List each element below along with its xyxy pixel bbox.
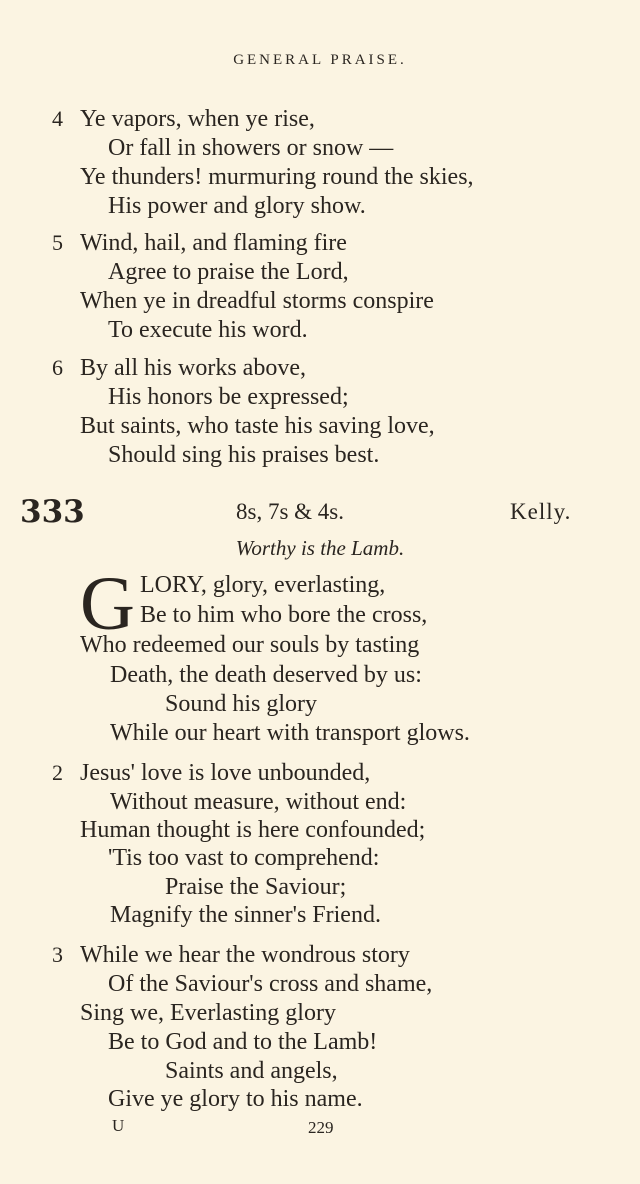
verse-line: Ye vapors, when ye rise, — [80, 106, 315, 132]
verse-number: 2 — [52, 760, 63, 785]
verse-line: Be to God and to the Lamb! — [108, 1029, 378, 1055]
verse-line: Without measure, without end: — [110, 789, 407, 815]
tune-name: Kelly. — [510, 499, 572, 524]
verse-line: Sing we, Everlasting glory — [80, 1000, 336, 1026]
verse-line: To execute his word. — [108, 317, 308, 343]
verse-line: His power and glory show. — [108, 193, 366, 219]
verse-number: 4 — [52, 106, 63, 131]
verse-line: By all his works above, — [80, 355, 306, 381]
verse-line: Praise the Saviour; — [165, 874, 347, 900]
verse-line: While our heart with transport glows. — [110, 720, 470, 746]
running-header: GENERAL PRAISE. — [233, 52, 407, 68]
verse-number: 5 — [52, 230, 63, 255]
drop-cap: G — [80, 562, 135, 646]
verse-line: Should sing his praises best. — [108, 442, 380, 468]
verse-line: When ye in dreadful storms conspire — [80, 288, 434, 314]
verse-line: Death, the death deserved by us: — [110, 662, 422, 688]
verse-line: Of the Saviour's cross and shame, — [108, 971, 433, 997]
verse-line: His honors be expressed; — [108, 384, 349, 410]
verse-number: 6 — [52, 355, 63, 380]
verse-line: Magnify the sinner's Friend. — [110, 902, 381, 928]
verse-line: Sound his glory — [165, 691, 318, 717]
verse-line: Jesus' love is love unbounded, — [80, 760, 371, 786]
hymn-subtitle: Worthy is the Lamb. — [235, 536, 405, 560]
verse-number: 3 — [52, 942, 63, 967]
verse-line: Wind, hail, and flaming fire — [80, 230, 347, 256]
verse-line: Who redeemed our souls by tasting — [80, 632, 420, 658]
hymn-number: 333 — [20, 494, 85, 530]
verse-line: Agree to praise the Lord, — [108, 259, 349, 285]
verse-line: Ye thunders! murmuring round the skies, — [80, 164, 474, 190]
page-number: 229 — [308, 1118, 334, 1137]
verse-line: LORY, glory, everlasting, — [140, 572, 386, 598]
verse-line: Be to him who bore the cross, — [140, 602, 428, 628]
verse-line: But saints, who taste his saving love, — [80, 413, 435, 439]
verse-line: Human thought is here confounded; — [80, 817, 426, 843]
verse-line: While we hear the wondrous story — [80, 942, 410, 968]
verse-line: Give ye glory to his name. — [108, 1086, 363, 1112]
verse-line: Saints and angels, — [165, 1058, 338, 1084]
verse-line: 'Tis too vast to comprehend: — [108, 845, 380, 871]
hymn-meter: 8s, 7s & 4s. — [236, 499, 344, 524]
signature-mark: U — [112, 1116, 125, 1135]
verse-line: Or fall in showers or snow — — [108, 135, 394, 161]
